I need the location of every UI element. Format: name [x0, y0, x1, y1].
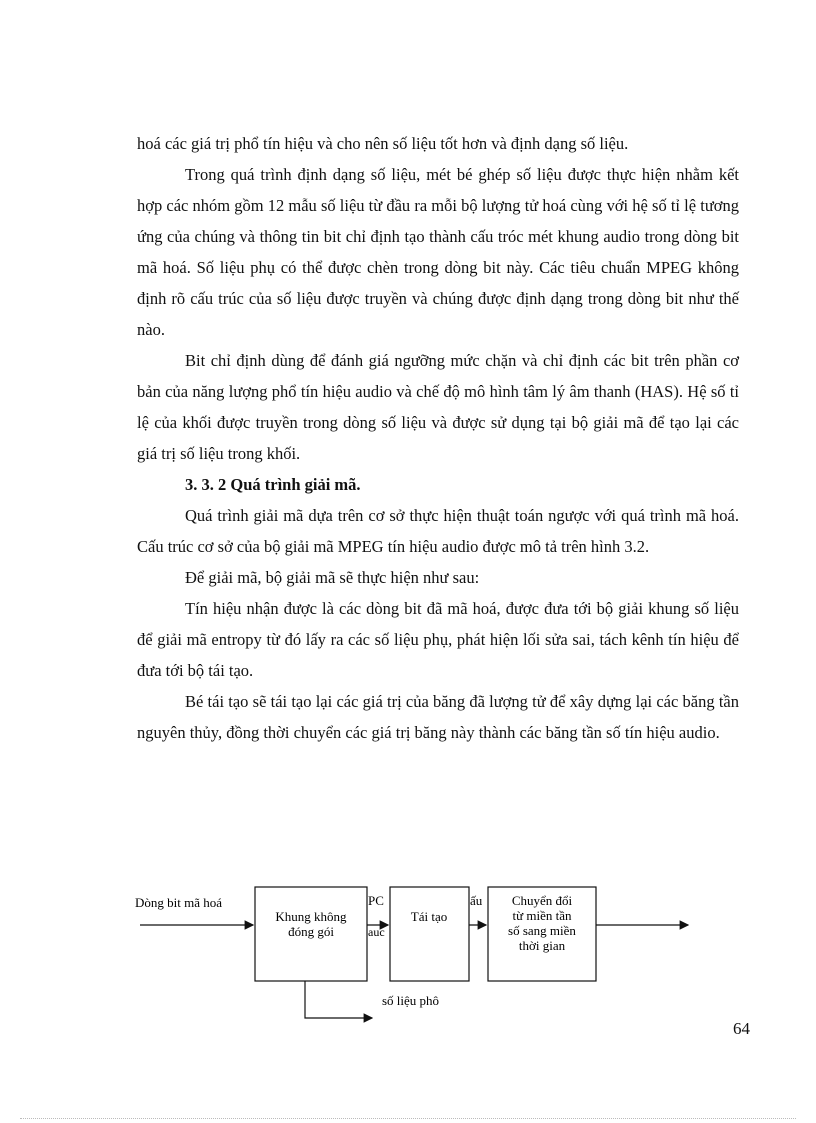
paragraph-4: Quá trình giải mã dựa trên cơ sở thực hiện thuật toán ngược với quá trình mã hoá. Cấu trúc cơ sở của bộ giải mã MPEG tín hiệu audio được mô tả trên hình 3.2.: [137, 506, 739, 556]
paragraph-2: Trong quá trình định dạng số liệu, mét bé ghép số liệu được thực hiện nhằm kết hợp các nhóm gồm 12 mẫu số liệu từ đầu ra mỗi bộ lượng tử hoá cùng với hệ số tỉ lệ tương ứng của chúng và thông tin bit chỉ định tạo thành cấu tróc mét khung audio trong dòng bit mã hoá. Số liệu phụ có thể được chèn trong dòng bit này. Các tiêu chuẩn MPEG không định rõ cấu trúc của số liệu được truyền và chúng được định dạng trong dòng bit như thế nào.: [137, 165, 739, 339]
box-transform-line4: thời gian: [518, 938, 566, 953]
paragraph-7: Bé tái tạo sẽ tái tạo lại các giá trị của băng đã lượng tử để xây dựng lại các băng tần nguyên thủy, đồng thời chuyển các giá trị băng này thành các băng tần số tín hiệu audio.: [137, 692, 739, 742]
box-transform-line3: số sang miền: [508, 923, 576, 938]
side-output-label: số liệu phô: [382, 993, 440, 1008]
box-unpacking-line2: đóng gói: [288, 924, 334, 939]
paragraph-1: hoá các giá trị phổ tín hiệu và cho nên số liệu tốt hơn và định dạng số liệu.: [137, 134, 629, 153]
paragraph-5: Để giải mã, bộ giải mã sẽ thực hiện như sau:: [185, 568, 480, 587]
body-text: [137, 128, 739, 748]
partial-label-top-b: ấu: [470, 893, 483, 908]
box-transform-line1: Chuyển đổi: [511, 893, 573, 908]
box-reconstruct-label: Tái tạo: [410, 909, 448, 924]
box-transform-line2: từ miền tần: [512, 908, 572, 923]
page-bottom-divider: [20, 1118, 796, 1119]
side-output-arrow: [305, 981, 372, 1018]
box-reconstruct: [390, 887, 469, 981]
paragraph-6: Tín hiệu nhận được là các dòng bit đã mã hoá, được đưa tới bộ giải khung số liệu để giải mã entropy từ đó lấy ra các số liệu phụ, phát hiện lối sửa sai, tách kênh tín hiệu để đưa tới bộ tái tạo.: [137, 599, 739, 680]
paragraph-3: Bit chỉ định dùng để đánh giá ngưỡng mức chặn và chỉ định các bit trên phần cơ bản của năng lượng phổ tín hiệu audio và chế độ mô hình tâm lý âm thanh (HAS). Hệ số tỉ lệ của khối được truyền trong dòng số liệu và được sử dụng tại bộ giải mã để tạo lại các giá trị số liệu trong khối.: [137, 351, 739, 463]
box-unpacking-line1: Khung không: [275, 909, 347, 924]
decoder-block-diagram: [0, 880, 816, 1030]
partial-label-top-a: PC: [368, 893, 384, 908]
section-heading: 3. 3. 2 Quá trình giải mã.: [185, 475, 361, 494]
input-label: Dòng bit mã hoá: [135, 895, 223, 910]
diagram-svg: [0, 880, 816, 1030]
partial-label-mid: auc: [368, 925, 385, 939]
page-number: 64: [733, 1019, 750, 1038]
